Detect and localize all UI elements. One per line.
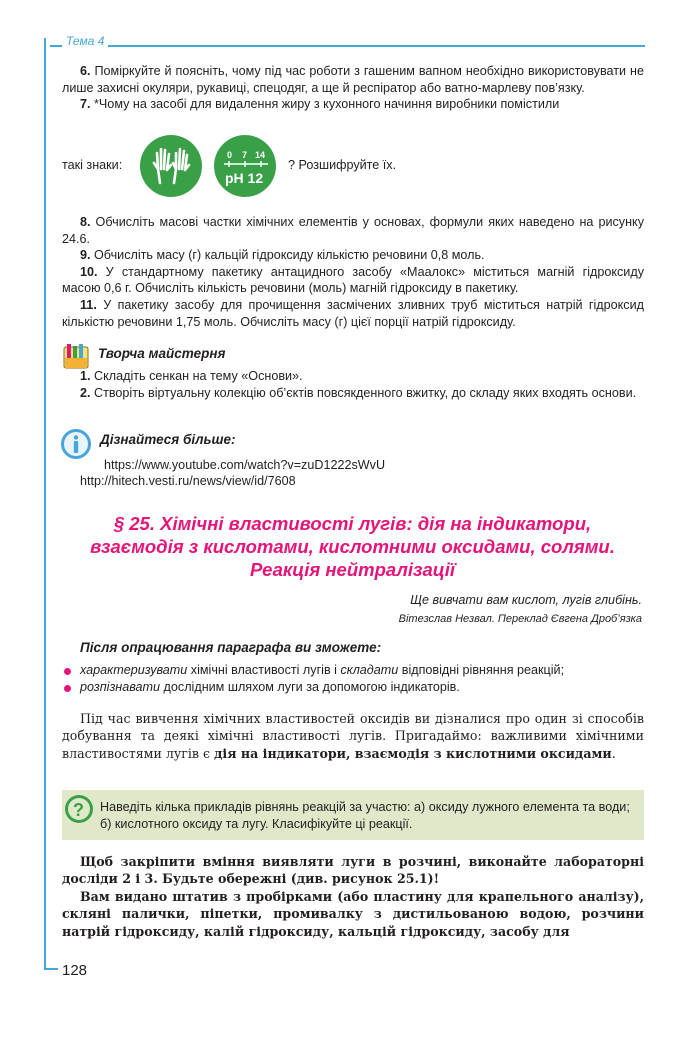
ph-tick-0: 0 xyxy=(227,150,233,160)
ph-tick-7: 7 xyxy=(242,150,248,160)
signs-text-before: такі знаки: xyxy=(62,158,123,172)
body-paragraph-2: Щоб закріпити вміння виявляти луги в розчині, виконайте лабораторні досліди 2 і 3. Будьте обережні (див. рисунок 25.1)! Вам видано штатив з пробірками (або пластину для крапельного аналізу), скляні палички, піпетки, промивалку з дистильованою водою, розчини натрій гідроксиду, калій гідроксиду, кальцій гідроксиду, засобу для xyxy=(62,854,644,939)
bullet-2 xyxy=(64,685,71,692)
info-icon xyxy=(60,428,92,460)
topic-label: Тема 4 xyxy=(62,34,108,48)
tasks-block-b xyxy=(62,214,644,330)
paragraph-title: § 25. Хімічні властивості лугів: дія на індикатори, взаємодія з кислотами, кислотними оксидами, солями. Реакція нейтралізації xyxy=(90,513,615,580)
link-youtube[interactable]: https://www.youtube.com/watch?v=zuD1222sWvU xyxy=(104,458,386,472)
goals-title: Після опрацювання параграфа ви зможете: xyxy=(80,640,382,655)
ph-tick-14: 14 xyxy=(255,150,266,160)
bullet-1 xyxy=(64,668,71,675)
left-rule xyxy=(44,38,46,970)
task-7: 7. *Чому на засобі для видалення жиру з кухонного начиння виробники помістили xyxy=(80,97,560,112)
top-rule xyxy=(50,45,645,47)
creative-list xyxy=(62,368,644,401)
pencils-icon xyxy=(62,344,90,370)
svg-text:?: ? xyxy=(73,800,84,820)
epigraph-author: Вітезслав Незвал. Переклад Євгена Дроб’язка xyxy=(398,613,642,625)
task-11: 11. У пакетику засобу для прочищення засмічених зливних труб міститься натрій гідроксид кількістю речовини 1,75 моль. Обчисліть масу (г) цієї порції натрій гідроксиду. xyxy=(62,297,644,329)
epigraph-text: Ще вивчати вам кислот, лугів глибінь. xyxy=(410,593,642,607)
bottom-rule xyxy=(44,968,58,970)
creative-item-1: 1. Складіть сенкан на тему «Основи». xyxy=(80,369,303,383)
task-8: 8. Обчисліть масові частки хімічних елементів у основах, формули яких наведено на рисунку 24.6. xyxy=(62,215,644,246)
epigraph xyxy=(62,591,642,629)
question-text: Наведіть кілька прикладів рівнянь реакцій за участю: а) оксиду лужного елемента та води; б) кислотного оксиду та лугу. Класифікуйте ці реакції. xyxy=(100,800,630,831)
tasks-block-a xyxy=(62,63,644,113)
page-number: 128 xyxy=(62,962,88,979)
link-hitech[interactable]: http://hitech.vesti.ru/news/view/id/7608 xyxy=(80,474,296,488)
goal-item-2: розпізнавати дослідним шляхом луги за допомогою індикаторів. xyxy=(80,680,460,694)
creative-title: Творча майстерня xyxy=(98,346,226,361)
signs-row xyxy=(62,135,644,197)
body-paragraph-1: Під час вивчення хімічних властивостей оксидів ви дізналися про один зі способів добування та деякі хімічні властивості лугів. Пригадаймо: важливими хімічними властивостями лугів є дія на індикатори, взаємодія з кислотними оксидами. xyxy=(62,711,644,761)
goal-item-1: характеризувати хімічні властивості лугів і складати відповідні рівняння реакцій; xyxy=(80,663,565,677)
signs-text-after: ? Розшифруйте їх. xyxy=(288,158,397,172)
task-6: 6. Поміркуйте й поясніть, чому під час роботи з гашеним вапном необхідно використовувати не лише захисні окуляри, рукавиці, спецодяг, а ще й респіратор або ватно-марлеву пов’язку. xyxy=(62,64,644,95)
ph-label: pH 12 xyxy=(225,170,264,186)
question-icon xyxy=(64,794,94,824)
ph-icon xyxy=(214,135,276,197)
gloves-icon xyxy=(140,135,202,197)
task-9: 9. Обчисліть масу (г) кальцій гідроксиду кількістю речовини 0,8 моль. xyxy=(80,248,485,263)
task-10: 10. У стандартному пакетику антацидного засобу «Маалокс» міститься магній гідроксиду масою 0,6 г. Обчисліть кількість речовини (моль) магній гідроксиду в пакетику. xyxy=(62,264,644,296)
learn-more-title: Дізнайтеся більше: xyxy=(100,432,236,447)
creative-item-2: 2. Створіть віртуальну колекцію об’єктів повсякденного вжитку, до складу яких входять основи. xyxy=(80,385,637,400)
